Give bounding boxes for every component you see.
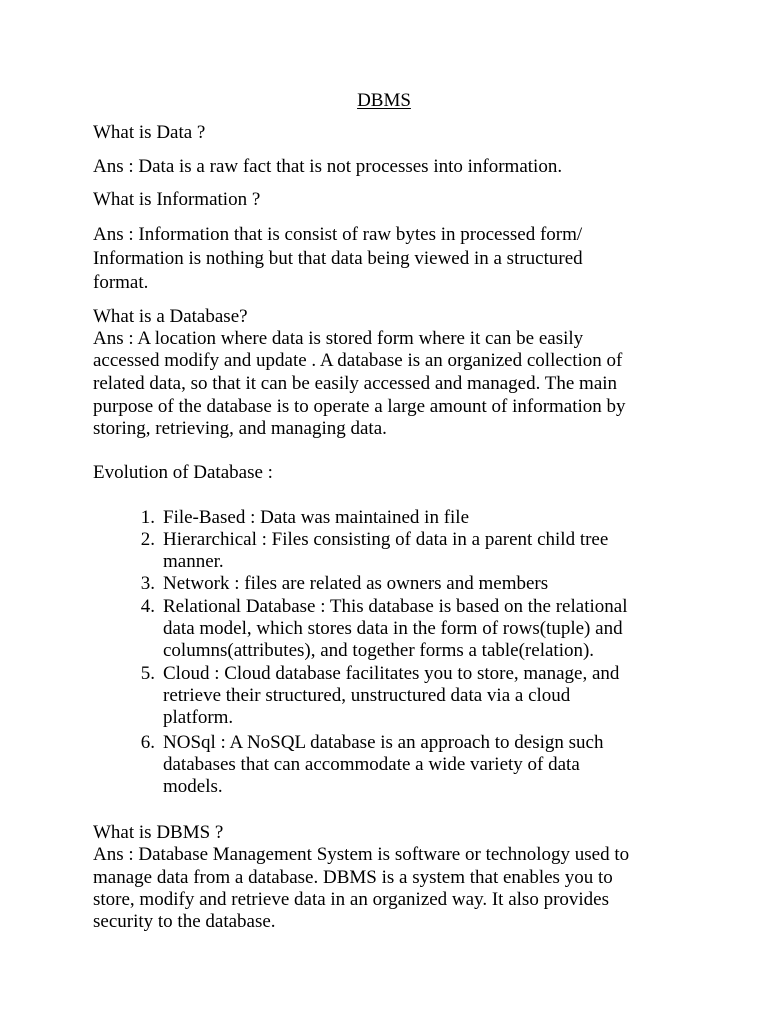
answer-database-line: related data, so that it can be easily accessed and managed. The main [93, 373, 618, 394]
answer-dbms-line: security to the database. [93, 911, 276, 932]
list-number: 1. [140, 507, 155, 528]
list-item-line: Cloud : Cloud database facilitates you to store, manage, and [163, 663, 620, 684]
answer-information-line: Ans : Information that is consist of raw bytes in processed form/ [93, 224, 583, 245]
question-information: What is Information ? [93, 189, 261, 210]
answer-dbms-line: store, modify and retrieve data in an organized way. It also provides [93, 889, 609, 910]
list-number: 3. [140, 573, 155, 594]
question-dbms: What is DBMS ? [93, 822, 224, 843]
list-item-line: data model, which stores data in the form of rows(tuple) and [163, 618, 623, 639]
list-number: 2. [140, 529, 155, 550]
answer-data: Ans : Data is a raw fact that is not processes into information. [93, 156, 563, 177]
document-title: DBMS [357, 90, 411, 111]
answer-information-line: format. [93, 272, 149, 293]
list-number: 5. [140, 663, 155, 684]
list-number: 4. [140, 596, 155, 617]
question-data: What is Data ? [93, 122, 206, 143]
list-item-line: databases that can accommodate a wide variety of data [163, 754, 580, 775]
answer-database-line: storing, retrieving, and managing data. [93, 418, 387, 439]
answer-information-line: Information is nothing but that data being viewed in a structured [93, 248, 583, 269]
list-item-line: File-Based : Data was maintained in file [163, 507, 470, 528]
list-item-line: Network : files are related as owners and members [163, 573, 549, 594]
question-database: What is a Database? [93, 306, 248, 327]
list-item-line: manner. [163, 551, 224, 572]
answer-dbms-line: Ans : Database Management System is software or technology used to [93, 844, 630, 865]
answer-database-line: purpose of the database is to operate a large amount of information by [93, 396, 626, 417]
list-item-line: models. [163, 776, 223, 797]
answer-database-line: accessed modify and update . A database is an organized collection of [93, 350, 623, 371]
list-item-line: platform. [163, 707, 234, 728]
list-item-line: Hierarchical : Files consisting of data in a parent child tree [163, 529, 609, 550]
list-item-line: NOSql : A NoSQL database is an approach to design such [163, 732, 604, 753]
evolution-heading: Evolution of Database : [93, 462, 273, 483]
list-item-line: Relational Database : This database is based on the relational [163, 596, 628, 617]
list-item-line: columns(attributes), and together forms a table(relation). [163, 640, 595, 661]
list-item-line: retrieve their structured, unstructured data via a cloud [163, 685, 571, 706]
list-number: 6. [140, 732, 155, 753]
answer-dbms-line: manage data from a database. DBMS is a system that enables you to [93, 867, 613, 888]
answer-database-line: Ans : A location where data is stored form where it can be easily [93, 328, 584, 349]
